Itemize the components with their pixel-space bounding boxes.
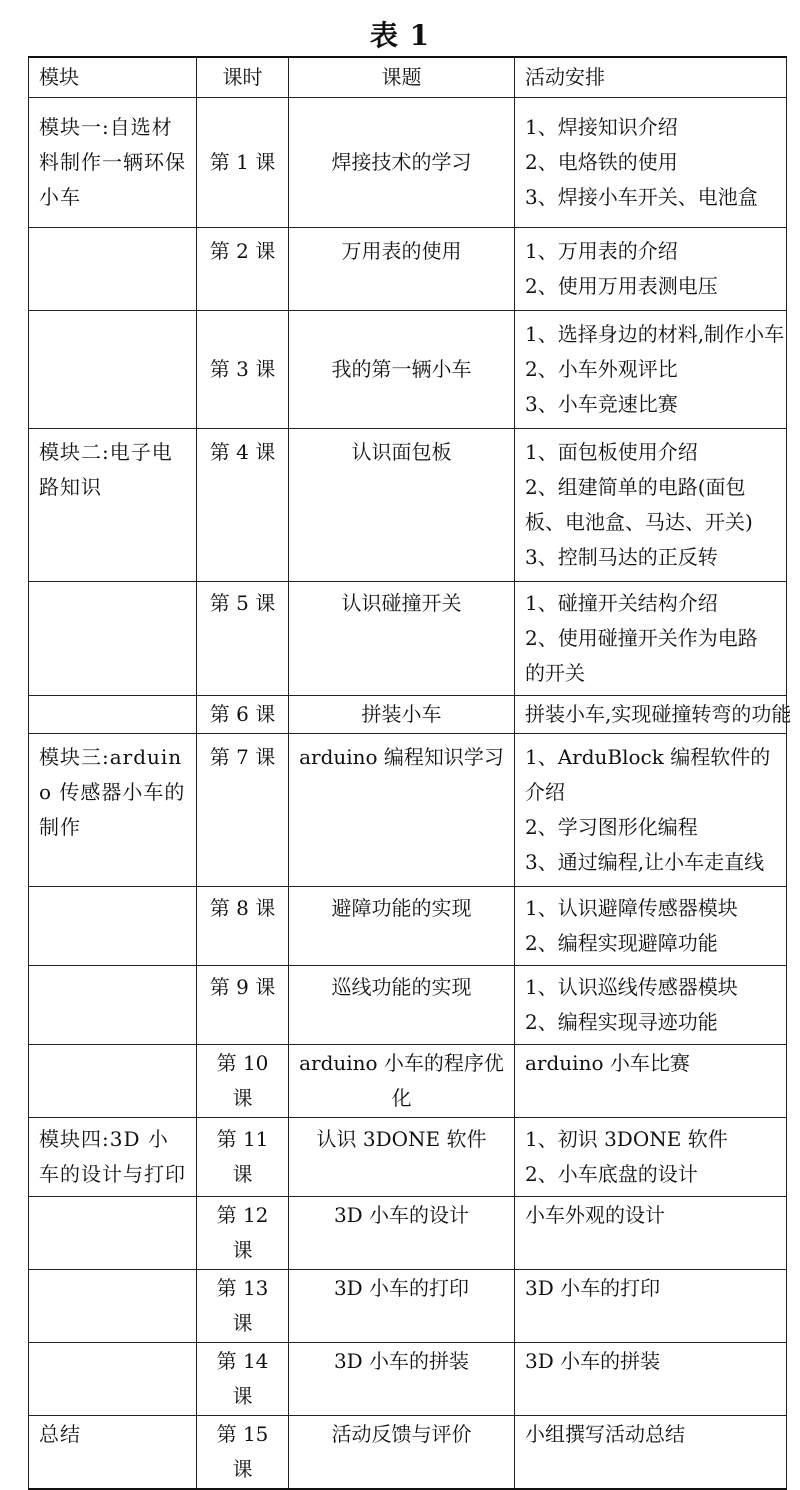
cell-topic: 3D 小车的设计 — [289, 1197, 515, 1270]
table-row — [29, 311, 787, 429]
cell-module — [29, 696, 197, 734]
header-lesson: 课时 — [197, 57, 289, 98]
cell-lesson: 第 12 课 — [197, 1197, 289, 1270]
cell-activities — [515, 1045, 787, 1118]
cell-module — [29, 966, 197, 1045]
activity-item: 小组撰写活动总结 — [525, 1422, 685, 1446]
cell-lesson: 第 5 课 — [197, 582, 289, 696]
table-row — [29, 887, 787, 966]
cell-lesson: 第 4 课 — [197, 429, 289, 582]
header-activities: 活动安排 — [515, 57, 787, 98]
activity-item: 1、认识避障传感器模块 — [525, 896, 738, 920]
activity-item: 2、使用万用表测电压 — [525, 274, 718, 298]
activity-item: 1、初识 3DONE 软件 — [525, 1127, 728, 1151]
course-table — [28, 56, 792, 1490]
cell-lesson: 第 6 课 — [197, 696, 289, 734]
table-row — [29, 1343, 787, 1416]
activity-item: 1、面包板使用介绍 — [525, 440, 698, 464]
cell-module: 模块四:3D 小车的设计与打印 — [29, 1118, 197, 1197]
activity-item: 3、小车竞速比赛 — [525, 392, 678, 416]
cell-module: 总结 — [29, 1416, 197, 1490]
table-header-row — [29, 57, 787, 98]
cell-module — [29, 1197, 197, 1270]
activity-item: 3D 小车的拼装 — [525, 1349, 661, 1373]
table-row — [29, 696, 787, 734]
cell-module — [29, 311, 197, 429]
cell-module: 模块二:电子电路知识 — [29, 429, 197, 582]
cell-lesson: 第 11 课 — [197, 1118, 289, 1197]
table-row — [29, 966, 787, 1045]
activity-item: 2、电烙铁的使用 — [525, 150, 678, 174]
cell-module — [29, 1045, 197, 1118]
cell-lesson: 第 10 课 — [197, 1045, 289, 1118]
activity-item: 2、使用碰撞开关作为电路的开关 — [525, 626, 758, 685]
cell-lesson: 第 8 课 — [197, 887, 289, 966]
cell-activities — [515, 228, 787, 311]
cell-module — [29, 582, 197, 696]
cell-activities — [515, 696, 792, 734]
table-row — [29, 1416, 787, 1490]
cell-topic: 3D 小车的拼装 — [289, 1343, 515, 1416]
cell-lesson: 第 7 课 — [197, 734, 289, 887]
cell-topic: 巡线功能的实现 — [289, 966, 515, 1045]
cell-activities — [515, 1343, 787, 1416]
activity-item: 1、万用表的介绍 — [525, 239, 678, 263]
cell-topic: 拼装小车 — [289, 696, 515, 734]
activity-item: 3D 小车的打印 — [525, 1276, 661, 1300]
header-module: 模块 — [29, 57, 197, 98]
cell-topic: arduino 编程知识学习 — [289, 734, 515, 887]
activity-item: 2、编程实现寻迹功能 — [525, 1010, 718, 1034]
cell-lesson: 第 14 课 — [197, 1343, 289, 1416]
table-row — [29, 1270, 787, 1343]
cell-topic: 认识面包板 — [289, 429, 515, 582]
cell-lesson: 第 9 课 — [197, 966, 289, 1045]
activity-item: 1、选择身边的材料,制作小车 — [525, 322, 785, 346]
table-row — [29, 1045, 787, 1118]
cell-activities — [515, 1270, 787, 1343]
cell-module — [29, 1270, 197, 1343]
activity-item: 2、学习图形化编程 — [525, 815, 698, 839]
activity-item: 1、碰撞开关结构介绍 — [525, 591, 718, 615]
activity-item: 1、ArduBlock 编程软件的介绍 — [525, 745, 771, 804]
cell-activities — [515, 1416, 787, 1490]
cell-module: 模块三:arduino 传感器小车的制作 — [29, 734, 197, 887]
activity-item: 拼装小车,实现碰撞转弯的功能 — [525, 702, 792, 726]
table-row — [29, 1197, 787, 1270]
table-row — [29, 1118, 787, 1197]
cell-module — [29, 228, 197, 311]
table-row — [29, 582, 787, 696]
cell-lesson: 第 3 课 — [197, 311, 289, 429]
cell-topic: 避障功能的实现 — [289, 887, 515, 966]
cell-module — [29, 887, 197, 966]
cell-topic: 活动反馈与评价 — [289, 1416, 515, 1490]
course-table-container — [28, 56, 792, 1490]
table-row — [29, 98, 787, 228]
cell-topic: 万用表的使用 — [289, 228, 515, 311]
table-row — [29, 734, 787, 887]
cell-activities — [515, 966, 787, 1045]
activity-item: 小车外观的设计 — [525, 1203, 665, 1227]
activity-item: 3、通过编程,让小车走直线 — [525, 850, 765, 874]
cell-module — [29, 1343, 197, 1416]
activity-item: 1、认识巡线传感器模块 — [525, 975, 738, 999]
activity-item: 1、焊接知识介绍 — [525, 115, 678, 139]
cell-topic: 我的第一辆小车 — [289, 311, 515, 429]
activity-item: 2、小车外观评比 — [525, 357, 678, 381]
table-row — [29, 429, 787, 582]
cell-activities — [515, 887, 787, 966]
cell-activities — [515, 311, 787, 429]
table-title: 表 1 — [369, 19, 431, 52]
cell-activities — [515, 98, 787, 228]
cell-lesson: 第 2 课 — [197, 228, 289, 311]
activity-item: 3、焊接小车开关、电池盒 — [525, 185, 758, 209]
cell-activities — [515, 429, 787, 582]
cell-topic: 焊接技术的学习 — [289, 98, 515, 228]
table-row — [29, 228, 787, 311]
activity-item: 2、小车底盘的设计 — [525, 1162, 698, 1186]
cell-topic: 认识碰撞开关 — [289, 582, 515, 696]
activity-item: 3、控制马达的正反转 — [525, 545, 718, 569]
cell-lesson: 第 1 课 — [197, 98, 289, 228]
header-topic: 课题 — [289, 57, 515, 98]
cell-topic: 3D 小车的打印 — [289, 1270, 515, 1343]
cell-lesson: 第 15 课 — [197, 1416, 289, 1490]
cell-activities — [515, 1118, 787, 1197]
activity-item: 2、组建简单的电路(面包板、电池盒、马达、开关) — [525, 475, 753, 534]
cell-activities — [515, 1197, 787, 1270]
cell-lesson: 第 13 课 — [197, 1270, 289, 1343]
cell-activities — [515, 582, 787, 696]
cell-topic: 认识 3DONE 软件 — [289, 1118, 515, 1197]
cell-topic: arduino 小车的程序优化 — [289, 1045, 515, 1118]
activity-item: 2、编程实现避障功能 — [525, 931, 718, 955]
cell-module: 模块一:自选材料制作一辆环保小车 — [29, 98, 197, 228]
activity-item: arduino 小车比赛 — [525, 1051, 690, 1075]
table-body — [29, 98, 792, 1490]
cell-activities — [515, 734, 787, 887]
